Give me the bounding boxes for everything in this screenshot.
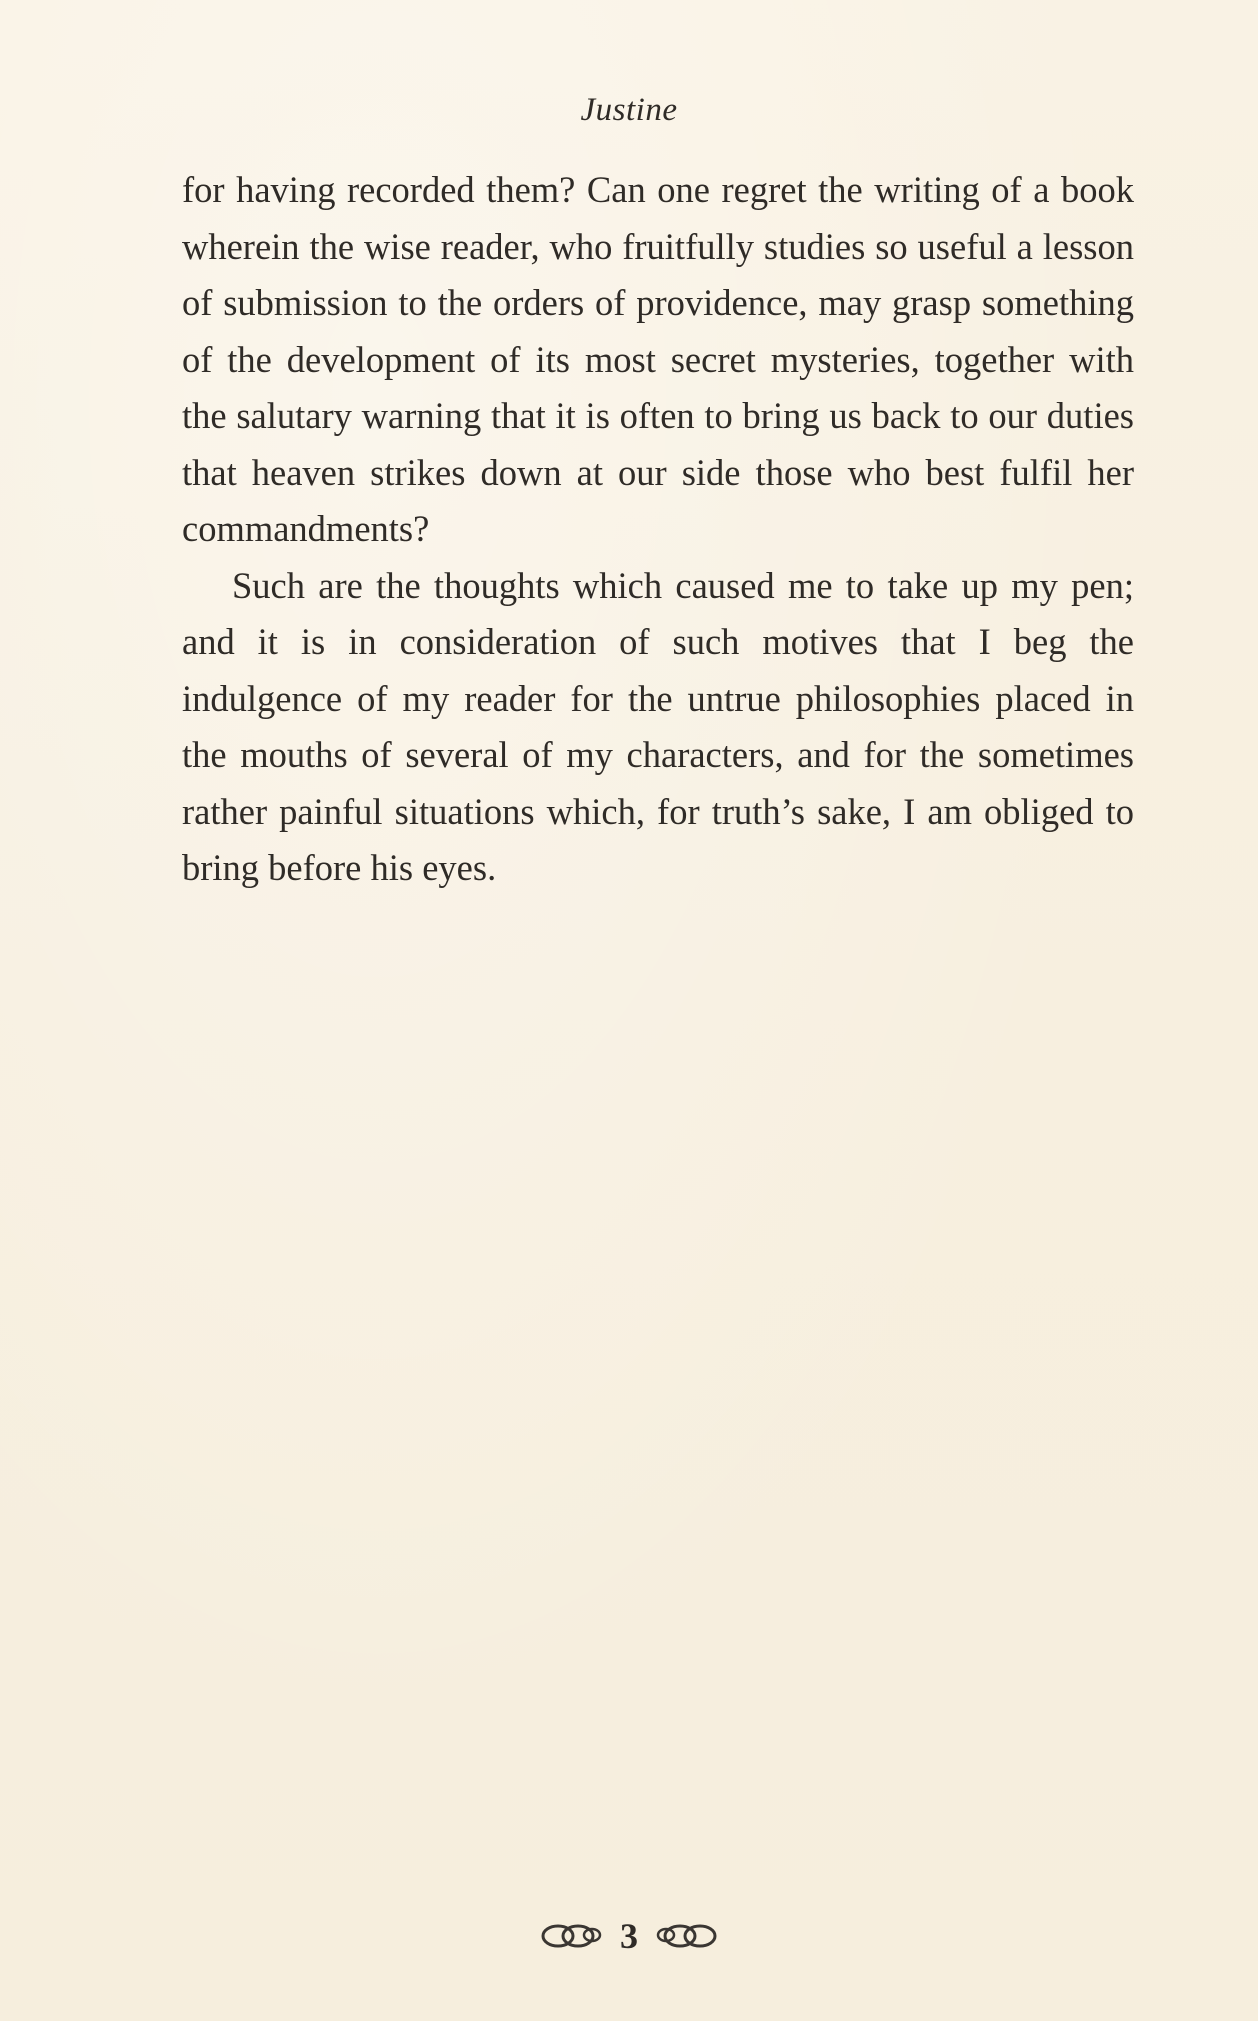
running-head-title: Justine: [580, 92, 678, 128]
paragraph-continuation: for having recorded them? Can one regret the writing of a book wherein the wise reader, who fruitfully studies so useful a lesson of submission to the orders of providence, may grasp something of the development of its most secret mysteries, together with the salutary warning that it is often to bring us back to our duties that heaven strikes down at our side those who best fulfil her commandments?: [182, 169, 1134, 549]
body-text: [182, 162, 1134, 897]
page-folio: [0, 1918, 1258, 1954]
chain-link-ornament-icon: [648, 1921, 718, 1951]
page-number: 3: [620, 1916, 638, 1956]
paragraph-indented: Such are the thoughts which caused me to take up my pen; and it is in consideration of such motives that I beg the indulgence of my reader for the untrue philosophies placed in the mouths of several of my characters, and for the sometimes rather painful situations which, for truth’s sake, I am obliged to bring before his eyes.: [182, 564, 1134, 888]
chain-link-ornament-icon: [540, 1921, 610, 1951]
